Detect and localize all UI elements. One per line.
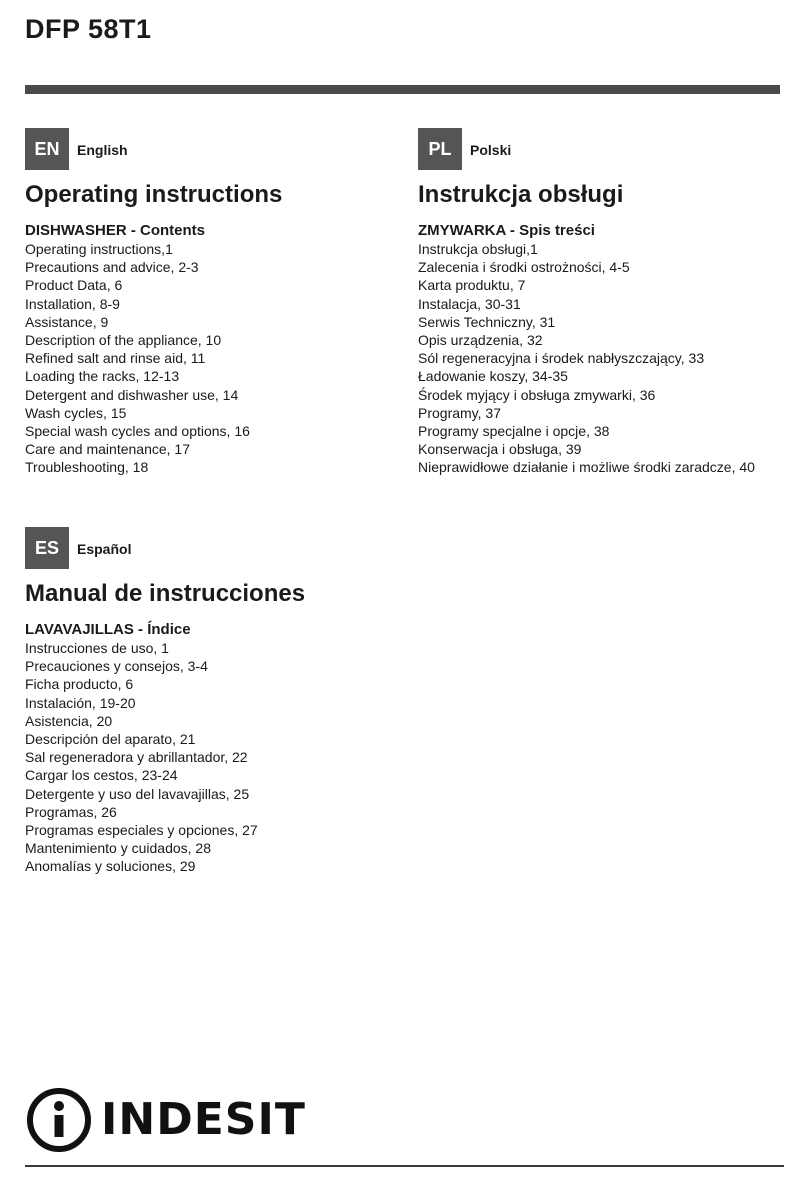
toc-item: Środek myjący i obsługa zmywarki, 36 [418, 386, 656, 403]
language-name: Polski [470, 142, 512, 158]
toc-item: Serwis Techniczny, 31 [418, 313, 556, 330]
toc-item: Assistance, 9 [25, 313, 109, 330]
toc-item: Konserwacja i obsługa, 39 [418, 441, 582, 458]
toc-item: Refined salt and rinse aid, 11 [25, 350, 206, 367]
toc-item: Detergente y uso del lavavajillas, 25 [25, 785, 250, 802]
contents-title: DISHWASHER - Contents [25, 222, 205, 239]
toc-item: Instrucciones de uso, 1 [25, 640, 169, 656]
table-of-contents [25, 639, 405, 876]
footer-divider [25, 1165, 784, 1167]
toc-item: Programas, 26 [25, 803, 117, 820]
toc-item: Sal regeneradora y abrillantador, 22 [25, 749, 248, 766]
toc-item: Description of the appliance, 10 [25, 332, 222, 349]
header-divider [25, 85, 780, 94]
toc-item: Detergent and dishwasher use, 14 [25, 386, 239, 403]
toc-item: Nieprawidłowe działanie i możliwe środki zaradcze, 40 [418, 459, 755, 476]
toc-item: Precautions and advice, 2-3 [25, 259, 199, 276]
language-code-badge: EN [25, 128, 69, 170]
toc-item: Special wash cycles and options, 16 [25, 423, 250, 440]
toc-item: Sól regeneracyjna i środek nabłyszczający, 33 [418, 350, 705, 367]
toc-item: Programy specjalne i opcje, 38 [418, 423, 610, 440]
toc-item: Opis urządzenia, 32 [418, 332, 543, 349]
language-code-badge: PL [418, 128, 462, 170]
section-polski [418, 128, 798, 477]
toc-item: Instrukcja obsługi,1 [418, 241, 538, 257]
toc-item: Programas especiales y opciones, 27 [25, 822, 258, 839]
language-code-badge: ES [25, 527, 69, 569]
model-title: DFP 58T1 [25, 14, 152, 44]
indesit-logo-icon [25, 1086, 93, 1154]
toc-item: Precauciones y consejos, 3-4 [25, 658, 208, 675]
toc-item: Instalación, 19-20 [25, 694, 136, 711]
table-of-contents [25, 240, 405, 477]
section-heading: Manual de instrucciones [25, 580, 306, 607]
toc-item: Zalecenia i środki ostrożności, 4-5 [418, 259, 630, 276]
toc-item: Care and maintenance, 17 [25, 441, 190, 458]
language-header [25, 128, 405, 170]
section-espanol [25, 527, 405, 876]
toc-item: Troubleshooting, 18 [25, 459, 149, 476]
toc-item: Asistencia, 20 [25, 712, 113, 729]
section-heading: Operating instructions [25, 181, 283, 208]
language-header [418, 128, 798, 170]
toc-item: Ficha producto, 6 [25, 676, 134, 693]
toc-item: Loading the racks, 12-13 [25, 368, 180, 385]
language-name: Español [77, 541, 132, 557]
brand-logo [25, 1086, 306, 1154]
section-heading: Instrukcja obsługi [418, 181, 624, 208]
toc-item: Cargar los cestos, 23-24 [25, 767, 178, 784]
table-of-contents [418, 240, 798, 477]
toc-item: Mantenimiento y cuidados, 28 [25, 840, 211, 857]
toc-item: Installation, 8-9 [25, 295, 120, 312]
toc-item: Descripción del aparato, 21 [25, 731, 196, 748]
toc-item: Operating instructions,1 [25, 241, 173, 257]
contents-title: LAVAVAJILLAS - Índice [25, 621, 191, 638]
language-header [25, 527, 405, 569]
brand-name: INDESIT [101, 1094, 306, 1145]
section-english [25, 128, 405, 477]
contents-title: ZMYWARKA - Spis treści [418, 222, 595, 239]
toc-item: Wash cycles, 15 [25, 404, 127, 421]
toc-item: Ładowanie koszy, 34-35 [418, 368, 568, 385]
language-name: English [77, 142, 128, 158]
toc-item: Programy, 37 [418, 404, 501, 421]
toc-item: Anomalías y soluciones, 29 [25, 858, 196, 875]
toc-item: Karta produktu, 7 [418, 277, 526, 294]
toc-item: Instalacja, 30-31 [418, 295, 521, 312]
toc-item: Product Data, 6 [25, 277, 123, 294]
